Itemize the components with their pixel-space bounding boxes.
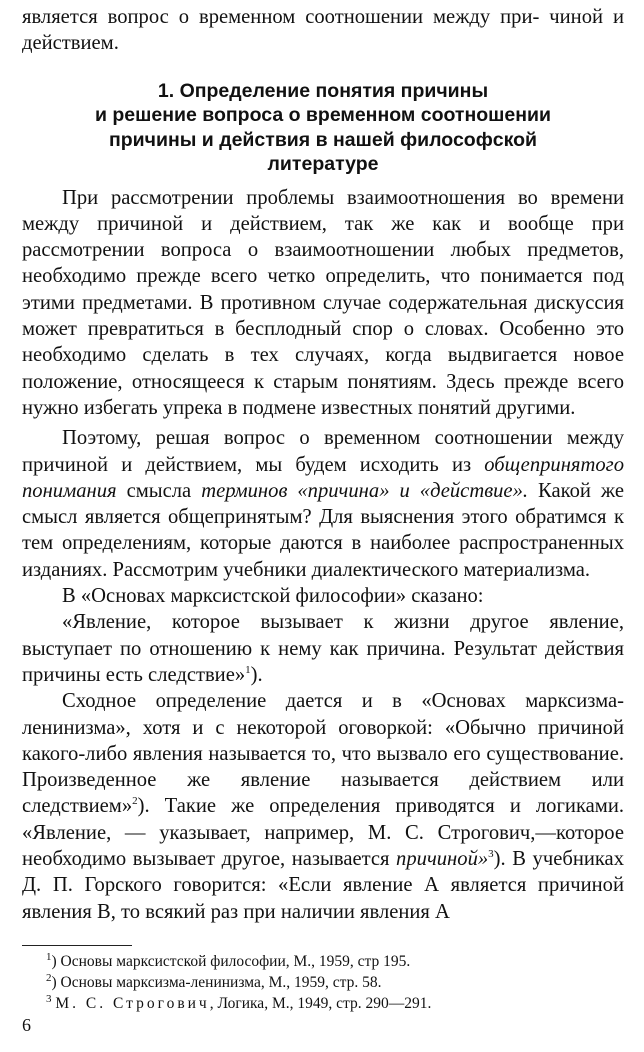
heading-line-1: 1. Определение понятия причины bbox=[157, 79, 489, 102]
footnote-ref-2: 2 bbox=[132, 795, 138, 808]
footnote-2: $^2$) Основы марксизма-ленинизма, М., 1959, стр. 58. bbox=[46, 971, 382, 991]
intro-line-1: является вопрос о временном соотношении между при- bbox=[22, 6, 540, 28]
section-heading bbox=[46, 79, 600, 177]
page-number: 6 bbox=[22, 1015, 31, 1035]
intro-text bbox=[22, 4, 624, 57]
paragraph-3: В «Основах марксистской философии» сказано: bbox=[62, 585, 484, 608]
paragraph-5: Сходное определение дается и в «Основах марксизма-ленинизма», хотя и с некоторой оговоркой: «Обычно причиной какого-либо явления называется то, что вызвало его существование. Произведенное же явление называется действием или следствием»$^2$). Такие же определения приводятся и логиками. «Явление, — указывает, например, М. С. Строгович,—которое необходимо вызывает другое, называется причиной»$^3$). В учебниках Д. П. Горского говорится: «Если явление А является причиной явления В, то всякий раз при наличии явления А bbox=[22, 690, 624, 923]
footnote-author: М. С. Строгович bbox=[55, 995, 210, 1012]
footnote-1: $^1$) Основы марксистской философии, М., 1959, стр 195. bbox=[46, 950, 411, 970]
footnote-ref-3: 3 bbox=[488, 848, 494, 861]
intro-line-2: чиной и действием. bbox=[22, 6, 624, 55]
footnote-ref-1: 1 bbox=[245, 664, 251, 677]
heading-line-4: литературе bbox=[267, 153, 379, 176]
footnote-divider bbox=[22, 945, 132, 946]
footnotes bbox=[22, 951, 624, 1014]
heading-line-3: причины и действия в нашей философской bbox=[108, 128, 538, 151]
italic-terms: терминов «причина» и «действие». bbox=[201, 479, 529, 502]
paragraph-4-quote: «Явление, которое вызывает к жизни другое явление, выступает по отношению к нему как причина. Результат действия причины есть следствие»$^1$). bbox=[22, 611, 624, 686]
paragraph-1: При рассмотрении проблемы взаимоотношения во времени между причиной и действием, так же как и вообще при рассмотрении вопроса о взаимоотношении любых предметов, необходимо прежде всего четко определить, что понимается под этими предметами. В противном случае содержательная дискуссия может превратиться в бесплодный спор о словах. Особенно это необходимо сделать в тех случаях, когда выдвигается новое положение, относящееся к старым понятиям. Здесь прежде всего нужно избегать упрека в подмене известных понятий другими. bbox=[22, 186, 624, 419]
footnote-3: $^3$ М. С. Строгович, Логика, М., 1949, стр. 290—291. bbox=[46, 992, 432, 1012]
heading-line-2: и решение вопроса о временном соотношении bbox=[94, 104, 552, 127]
paragraph-2: Поэтому, решая вопрос о временном соотношении между причиной и действием, мы будем исходить из общепринятого понимания смысла терминов «причина» и «действие». Какой же смысл является общепринятым? Для выяснения этого обратимся к тем определениям, которые даются в наиболее распространенных изданиях. Рассмотрим учебники диалектического материализма. bbox=[22, 427, 624, 581]
italic-phrase: общепринятого понимания bbox=[22, 453, 624, 502]
italic-word: причиной» bbox=[396, 848, 489, 871]
